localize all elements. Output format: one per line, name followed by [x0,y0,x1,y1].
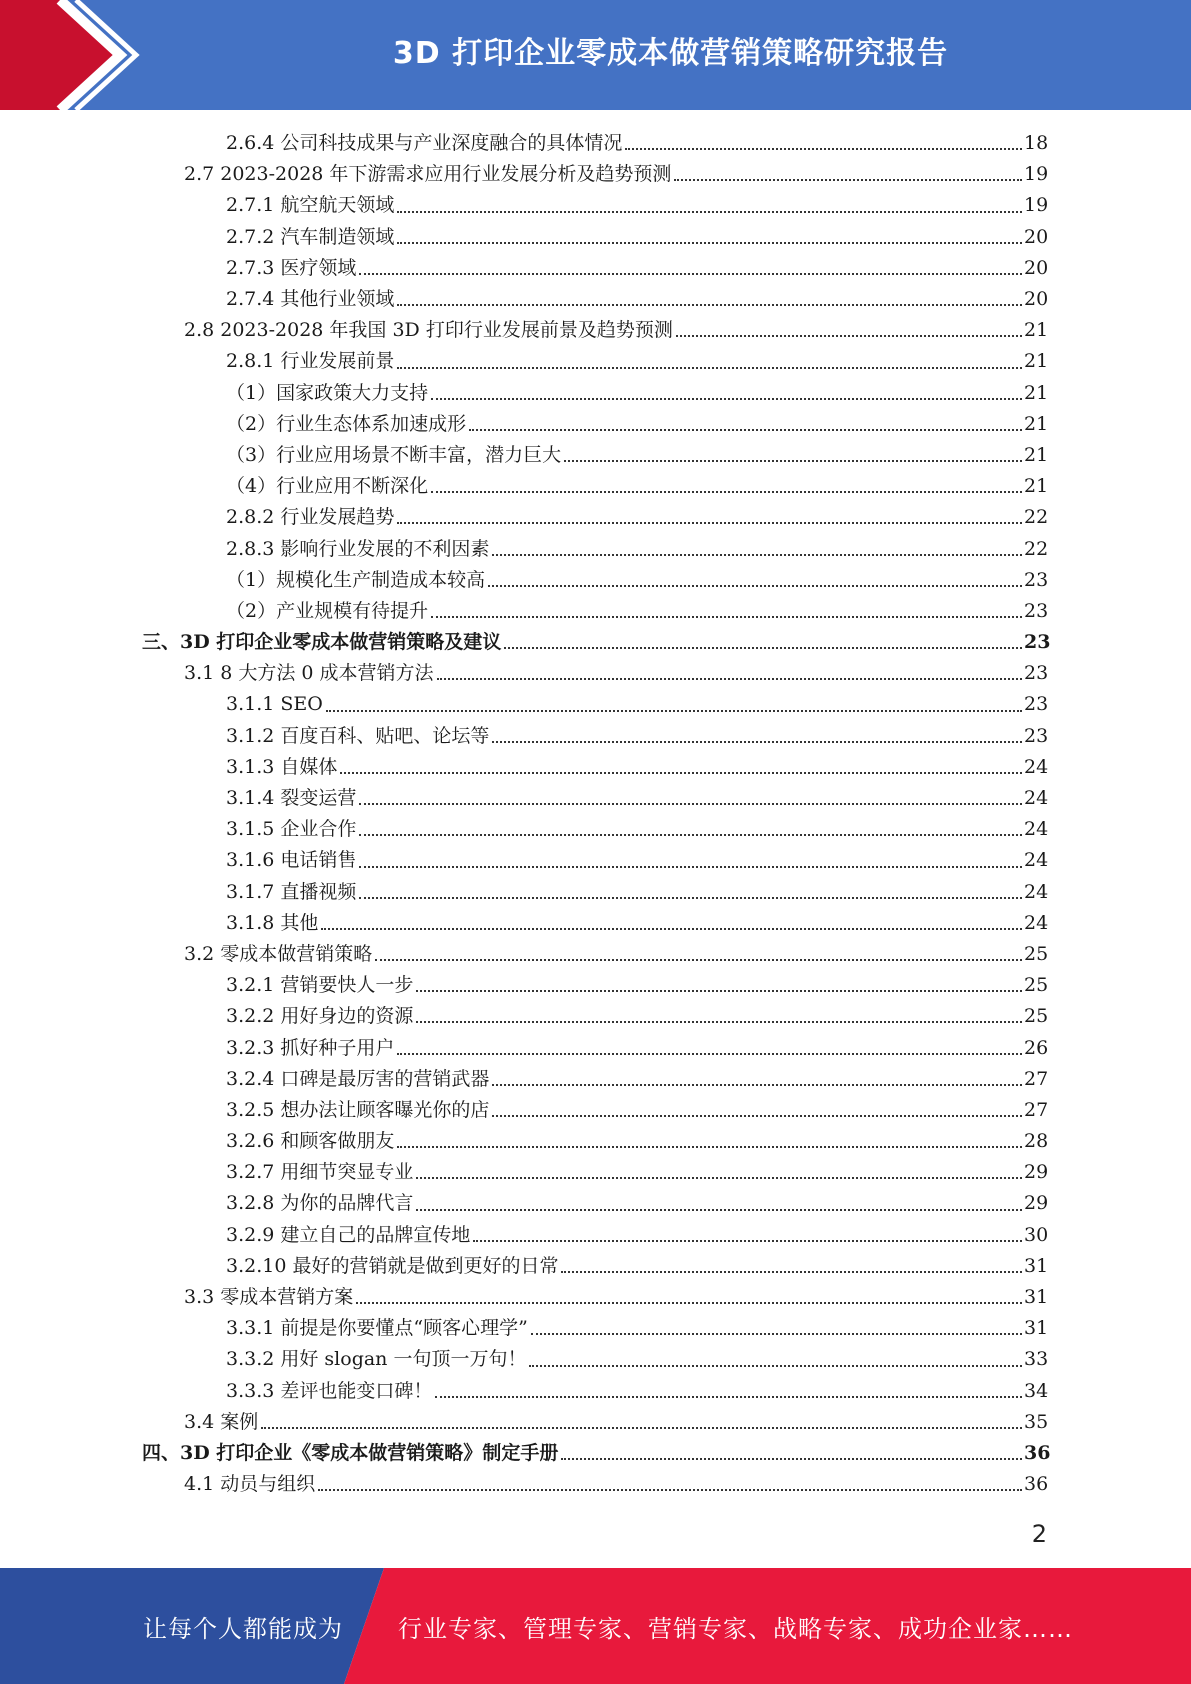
toc-entry[interactable] [0,159,1191,190]
toc-entry[interactable] [0,814,1191,845]
toc-entry-title: 2.8.2 行业发展趋势 [226,506,395,529]
toc-entry[interactable] [0,409,1191,440]
toc-entry[interactable] [0,1469,1191,1500]
toc-entry-title: 3.2.4 口碑是最厉害的营销武器 [226,1067,490,1090]
toc-entry-page: 34 [1024,1379,1049,1402]
toc-entry-page: 23 [1024,599,1049,622]
toc-dot-leader [431,397,1022,400]
toc-entry[interactable] [0,378,1191,409]
toc-entry[interactable] [0,752,1191,783]
toc-entry[interactable] [0,284,1191,315]
toc-entry-title: 2.6.4 公司科技成果与产业深度融合的具体情况 [226,132,623,155]
toc-dot-leader [318,1488,1022,1491]
toc-entry-title: 3.3 零成本营销方案 [184,1286,354,1309]
toc-entry-title: 3.1.4 裂变运营 [226,787,357,810]
toc-entry[interactable] [0,533,1191,564]
footer-slogan-left: 让每个人都能成为 [143,1614,343,1643]
toc-entry[interactable] [0,1220,1191,1251]
toc-entry[interactable] [0,689,1191,720]
toc-dot-leader [261,1426,1022,1429]
toc-entry-title: 3.4 案例 [184,1410,259,1433]
table-of-contents [0,128,1191,1500]
toc-dot-leader [416,1020,1022,1023]
toc-entry-page: 24 [1024,787,1049,810]
toc-entry[interactable] [0,253,1191,284]
footer-slogan-right: 行业专家、管理专家、营销专家、战略专家、成功企业家…… [398,1614,1073,1643]
toc-dot-leader [473,1239,1022,1242]
toc-entry-title: 2.7.2 汽车制造领域 [226,225,395,248]
report-title: 3D 打印企业零成本做营销策略研究报告 [392,36,949,71]
toc-entry-page: 21 [1024,475,1049,498]
toc-entry-page: 24 [1024,755,1049,778]
toc-dot-leader [375,958,1022,961]
toc-entry-page: 27 [1024,1098,1049,1121]
toc-entry-title: 3.1.8 其他 [226,911,319,934]
toc-entry-title: 3.1.6 电话销售 [226,849,357,872]
toc-entry-page: 23 [1024,568,1049,591]
toc-entry-page: 22 [1024,537,1049,560]
toc-dot-leader [492,740,1022,743]
report-footer [0,1568,1191,1684]
toc-entry-page: 20 [1024,288,1049,311]
toc-dot-leader [488,584,1022,587]
toc-dot-leader [359,802,1022,805]
toc-entry-title: 3.1.3 自媒体 [226,755,338,778]
toc-entry-page: 27 [1024,1067,1049,1090]
toc-entry[interactable] [0,908,1191,939]
toc-entry-page: 25 [1024,974,1049,997]
toc-entry-page: 21 [1024,381,1049,404]
toc-entry-page: 30 [1024,1223,1049,1246]
toc-entry-page: 21 [1024,319,1049,342]
toc-entry-page: 31 [1024,1317,1049,1340]
toc-entry-title: 3.1.5 企业合作 [226,818,357,841]
toc-entry-title: 3.2.8 为你的品牌代言 [226,1192,414,1215]
toc-dot-leader [416,1176,1022,1179]
toc-entry[interactable] [0,1188,1191,1219]
toc-entry-page: 23 [1024,693,1049,716]
toc-dot-leader [561,1457,1022,1460]
toc-entry-title: 4.1 动员与组织 [184,1473,316,1496]
toc-entry-title: 2.7.4 其他行业领域 [226,288,395,311]
toc-entry-title: 3.1.7 直播视频 [226,880,357,903]
toc-entry-title: 3.2.3 抓好种子用户 [226,1036,395,1059]
toc-entry-page: 25 [1024,942,1049,965]
toc-entry[interactable] [0,1407,1191,1438]
toc-dot-leader [359,272,1022,275]
toc-entry[interactable] [0,1095,1191,1126]
toc-dot-leader [359,833,1022,836]
toc-entry[interactable] [0,346,1191,377]
toc-entry[interactable] [0,1438,1191,1469]
toc-entry[interactable] [0,315,1191,346]
toc-entry-page: 24 [1024,880,1049,903]
toc-dot-leader [326,709,1022,712]
toc-dot-leader [340,771,1022,774]
toc-entry-page: 29 [1024,1161,1049,1184]
toc-entry[interactable] [0,1344,1191,1375]
toc-entry[interactable] [0,1064,1191,1095]
toc-entry[interactable] [0,1157,1191,1188]
toc-entry-title: 3.1.1 SEO [226,693,323,716]
toc-dot-leader [469,428,1022,431]
toc-entry[interactable] [0,565,1191,596]
toc-entry[interactable] [0,596,1191,627]
toc-entry-page: 21 [1024,412,1049,435]
toc-entry-title: 2.7 2023-2028 年下游需求应用行业发展分析及趋势预测 [184,163,672,186]
toc-entry-title: 3.2.10 最好的营销就是做到更好的日常 [226,1254,559,1277]
toc-dot-leader [321,927,1022,930]
toc-dot-leader [416,989,1022,992]
toc-entry-page: 20 [1024,256,1049,279]
toc-entry-page: 36 [1024,1473,1049,1496]
toc-entry-title: （1）国家政策大力支持 [226,381,429,404]
toc-dot-leader [564,459,1022,462]
toc-dot-leader [437,677,1022,680]
toc-entry[interactable] [0,1282,1191,1313]
toc-dot-leader [397,241,1022,244]
toc-entry-page: 19 [1024,194,1049,217]
toc-entry-page: 35 [1024,1410,1049,1433]
toc-dot-leader [492,1114,1022,1117]
toc-dot-leader [676,334,1022,337]
toc-entry-title: 2.8.1 行业发展前景 [226,350,395,373]
toc-entry-title: 3.3.3 差评也能变口碑！ [226,1379,433,1402]
toc-entry-title: 3.2.2 用好身边的资源 [226,1005,414,1028]
toc-dot-leader [504,646,1022,649]
toc-dot-leader [431,490,1022,493]
toc-dot-leader [359,896,1022,899]
header-arrow-decoration [0,0,160,110]
toc-entry[interactable] [0,1376,1191,1407]
toc-entry[interactable] [0,1032,1191,1063]
toc-entry-page: 19 [1024,163,1049,186]
toc-entry-title: 2.7.1 航空航天领域 [226,194,395,217]
toc-entry[interactable] [0,128,1191,159]
toc-entry[interactable] [0,1126,1191,1157]
toc-entry-page: 24 [1024,849,1049,872]
toc-entry-title: 3.2.1 营销要快人一步 [226,974,414,997]
toc-entry-page: 26 [1024,1036,1049,1059]
toc-dot-leader [492,1083,1022,1086]
toc-dot-leader [397,521,1022,524]
toc-entry[interactable] [0,471,1191,502]
toc-entry[interactable] [0,783,1191,814]
toc-entry[interactable] [0,627,1191,658]
toc-entry-title: 四、3D 打印企业《零成本做营销策略》制定手册 [142,1441,559,1464]
toc-dot-leader [674,178,1022,181]
toc-entry-page: 23 [1024,662,1049,685]
toc-entry-page: 23 [1024,724,1049,747]
toc-entry[interactable] [0,721,1191,752]
toc-entry[interactable] [0,845,1191,876]
toc-entry-page: 28 [1024,1130,1049,1153]
toc-entry[interactable] [0,440,1191,471]
toc-entry-page: 33 [1024,1348,1049,1371]
toc-entry-page: 21 [1024,443,1049,466]
toc-entry-title: 3.1.2 百度百科、贴吧、论坛等 [226,724,490,747]
toc-entry-page: 31 [1024,1286,1049,1309]
toc-entry-page: 29 [1024,1192,1049,1215]
toc-entry-title: 3.2.7 用细节突显专业 [226,1161,414,1184]
toc-dot-leader [356,1301,1022,1304]
toc-entry-title: 3.2.5 想办法让顾客曝光你的店 [226,1098,490,1121]
toc-entry[interactable] [0,1001,1191,1032]
toc-entry-title: 2.7.3 医疗领域 [226,256,357,279]
toc-entry-title: 3.2 零成本做营销策略 [184,942,373,965]
toc-dot-leader [561,1270,1022,1273]
toc-entry-page: 24 [1024,911,1049,934]
toc-entry-page: 36 [1024,1441,1051,1464]
toc-entry-page: 22 [1024,506,1049,529]
toc-dot-leader [531,1332,1022,1335]
toc-entry-title: 3.3.2 用好 slogan 一句顶一万句！ [226,1348,527,1371]
toc-entry[interactable] [0,222,1191,253]
toc-entry-page: 31 [1024,1254,1049,1277]
toc-entry-page: 21 [1024,350,1049,373]
toc-entry[interactable] [0,190,1191,221]
toc-dot-leader [397,1145,1022,1148]
toc-entry-title: （2）产业规模有待提升 [226,599,429,622]
toc-entry-title: （1）规模化生产制造成本较高 [226,568,486,591]
toc-entry[interactable] [0,970,1191,1001]
page-number: 2 [1031,1520,1047,1548]
toc-dot-leader [431,615,1022,618]
toc-entry-title: 2.8.3 影响行业发展的不利因素 [226,537,490,560]
toc-dot-leader [416,1208,1022,1211]
toc-entry-title: 3.1 8 大方法 0 成本营销方法 [184,662,434,685]
toc-entry[interactable] [0,1251,1191,1282]
toc-entry-page: 24 [1024,818,1049,841]
report-header [0,0,1191,110]
toc-entry[interactable] [0,658,1191,689]
toc-dot-leader [435,1395,1022,1398]
toc-entry-page: 25 [1024,1005,1049,1028]
toc-dot-leader [397,366,1022,369]
toc-dot-leader [625,147,1022,150]
toc-entry-title: （2）行业生态体系加速成形 [226,412,467,435]
toc-entry[interactable] [0,502,1191,533]
toc-entry-title: 2.8 2023-2028 年我国 3D 打印行业发展前景及趋势预测 [184,319,673,342]
toc-entry[interactable] [0,939,1191,970]
toc-entry-title: 3.3.1 前提是你要懂点“顾客心理学” [226,1317,528,1340]
toc-entry[interactable] [0,1313,1191,1344]
toc-entry-title: 3.2.9 建立自己的品牌宣传地 [226,1223,471,1246]
toc-entry-title: （3）行业应用场景不断丰富，潜力巨大 [226,443,562,466]
toc-dot-leader [397,303,1022,306]
toc-dot-leader [359,865,1022,868]
toc-entry-title: 3.2.6 和顾客做朋友 [226,1130,395,1153]
toc-entry-page: 18 [1024,132,1049,155]
toc-entry[interactable] [0,877,1191,908]
toc-entry-page: 20 [1024,225,1049,248]
toc-entry-title: 三、3D 打印企业零成本做营销策略及建议 [142,631,502,654]
toc-dot-leader [529,1364,1022,1367]
toc-dot-leader [397,210,1022,213]
toc-dot-leader [397,1052,1022,1055]
toc-entry-title: （4）行业应用不断深化 [226,475,429,498]
toc-entry-page: 23 [1024,631,1051,654]
toc-dot-leader [492,553,1022,556]
